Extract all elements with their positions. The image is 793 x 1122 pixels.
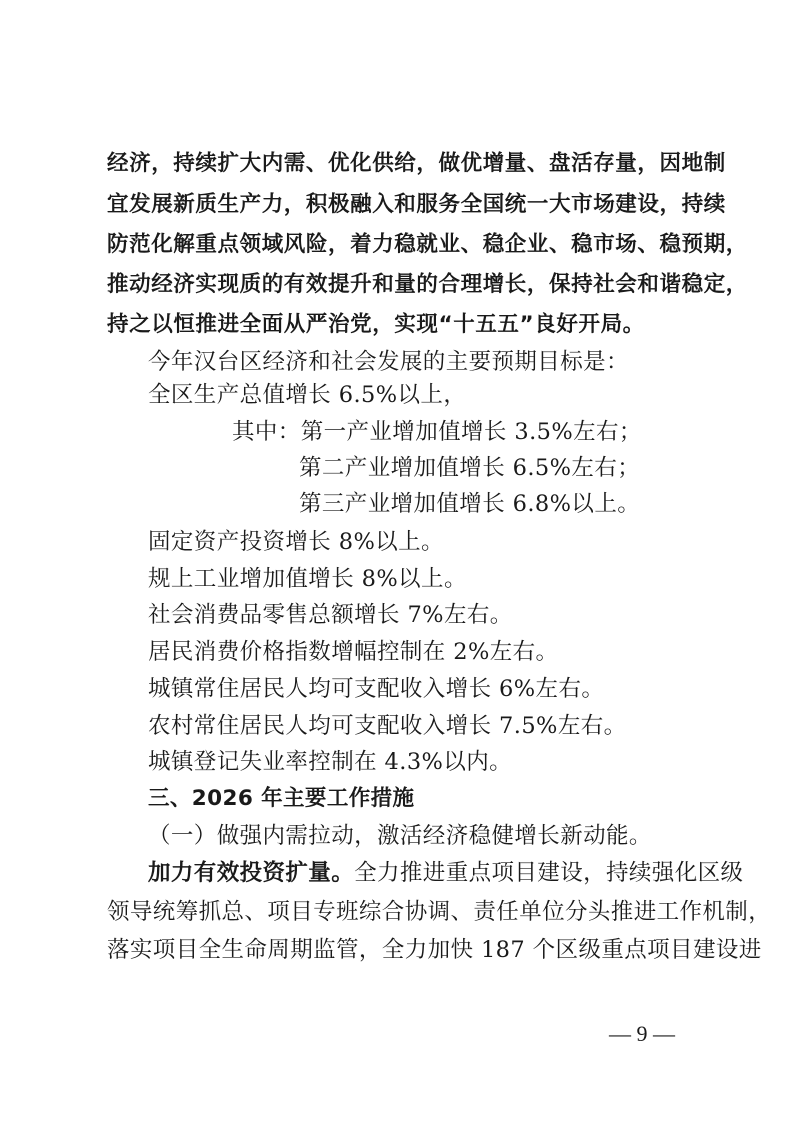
measure-paragraph-line-3: 落实项目全生命周期监管，全力加快 187 个区级重点项目建设进 xyxy=(107,937,762,963)
target-retail-sales: 社会消费品零售总额增长 7%左右。 xyxy=(148,602,513,628)
section-subheading: （一）做强内需拉动，激活经济稳健增长新动能。 xyxy=(148,823,652,849)
target-rural-income: 农村常住居民人均可支配收入增长 7.5%左右。 xyxy=(148,713,627,739)
targets-intro: 今年汉台区经济和社会发展的主要预期目标是： xyxy=(148,349,629,375)
intro-line-4: 推动经济实现质的有效提升和量的合理增长，保持社会和谐稳定， xyxy=(107,272,748,297)
target-unemployment: 城镇登记失业率控制在 4.3%以内。 xyxy=(148,749,513,775)
measure-paragraph-line-1 xyxy=(148,858,743,888)
target-secondary-industry: 第二产业增加值增长 6.5%左右； xyxy=(299,455,641,481)
intro-line-2: 宜发展新质生产力，积极融入和服务全国统一大市场建设，持续 xyxy=(107,192,726,217)
paragraph-text: 全力推进重点项目建设，持续强化区级 xyxy=(354,860,744,886)
paragraph-lead: 加力有效投资扩量。 xyxy=(148,860,355,886)
target-primary-industry: 其中：第一产业增加值增长 3.5%左右； xyxy=(232,419,642,445)
target-gdp: 全区生产总值增长 6.5%以上， xyxy=(148,382,467,408)
intro-line-1: 经济，持续扩大内需、优化供给，做优增量、盘活存量，因地制 xyxy=(107,151,726,176)
target-cpi: 居民消费价格指数增幅控制在 2%左右。 xyxy=(148,639,559,665)
intro-line-5: 持之以恒推进全面从严治党，实现“十五五”良好开局。 xyxy=(107,312,645,337)
measure-paragraph-line-2: 领导统筹抓总、项目专班综合协调、责任单位分头推进工作机制， xyxy=(107,899,772,925)
target-tertiary-industry: 第三产业增加值增长 6.8%以上。 xyxy=(299,491,641,517)
section-heading: 三、2026 年主要工作措施 xyxy=(148,786,415,811)
page-number: — 9 — xyxy=(609,1021,675,1046)
target-fixed-asset-investment: 固定资产投资增长 8%以上。 xyxy=(148,529,444,555)
target-industrial-value-added: 规上工业增加值增长 8%以上。 xyxy=(148,566,467,592)
intro-line-3: 防范化解重点领域风险，着力稳就业、稳企业、稳市场、稳预期， xyxy=(107,232,748,257)
target-urban-income: 城镇常住居民人均可支配收入增长 6%左右。 xyxy=(148,676,605,702)
